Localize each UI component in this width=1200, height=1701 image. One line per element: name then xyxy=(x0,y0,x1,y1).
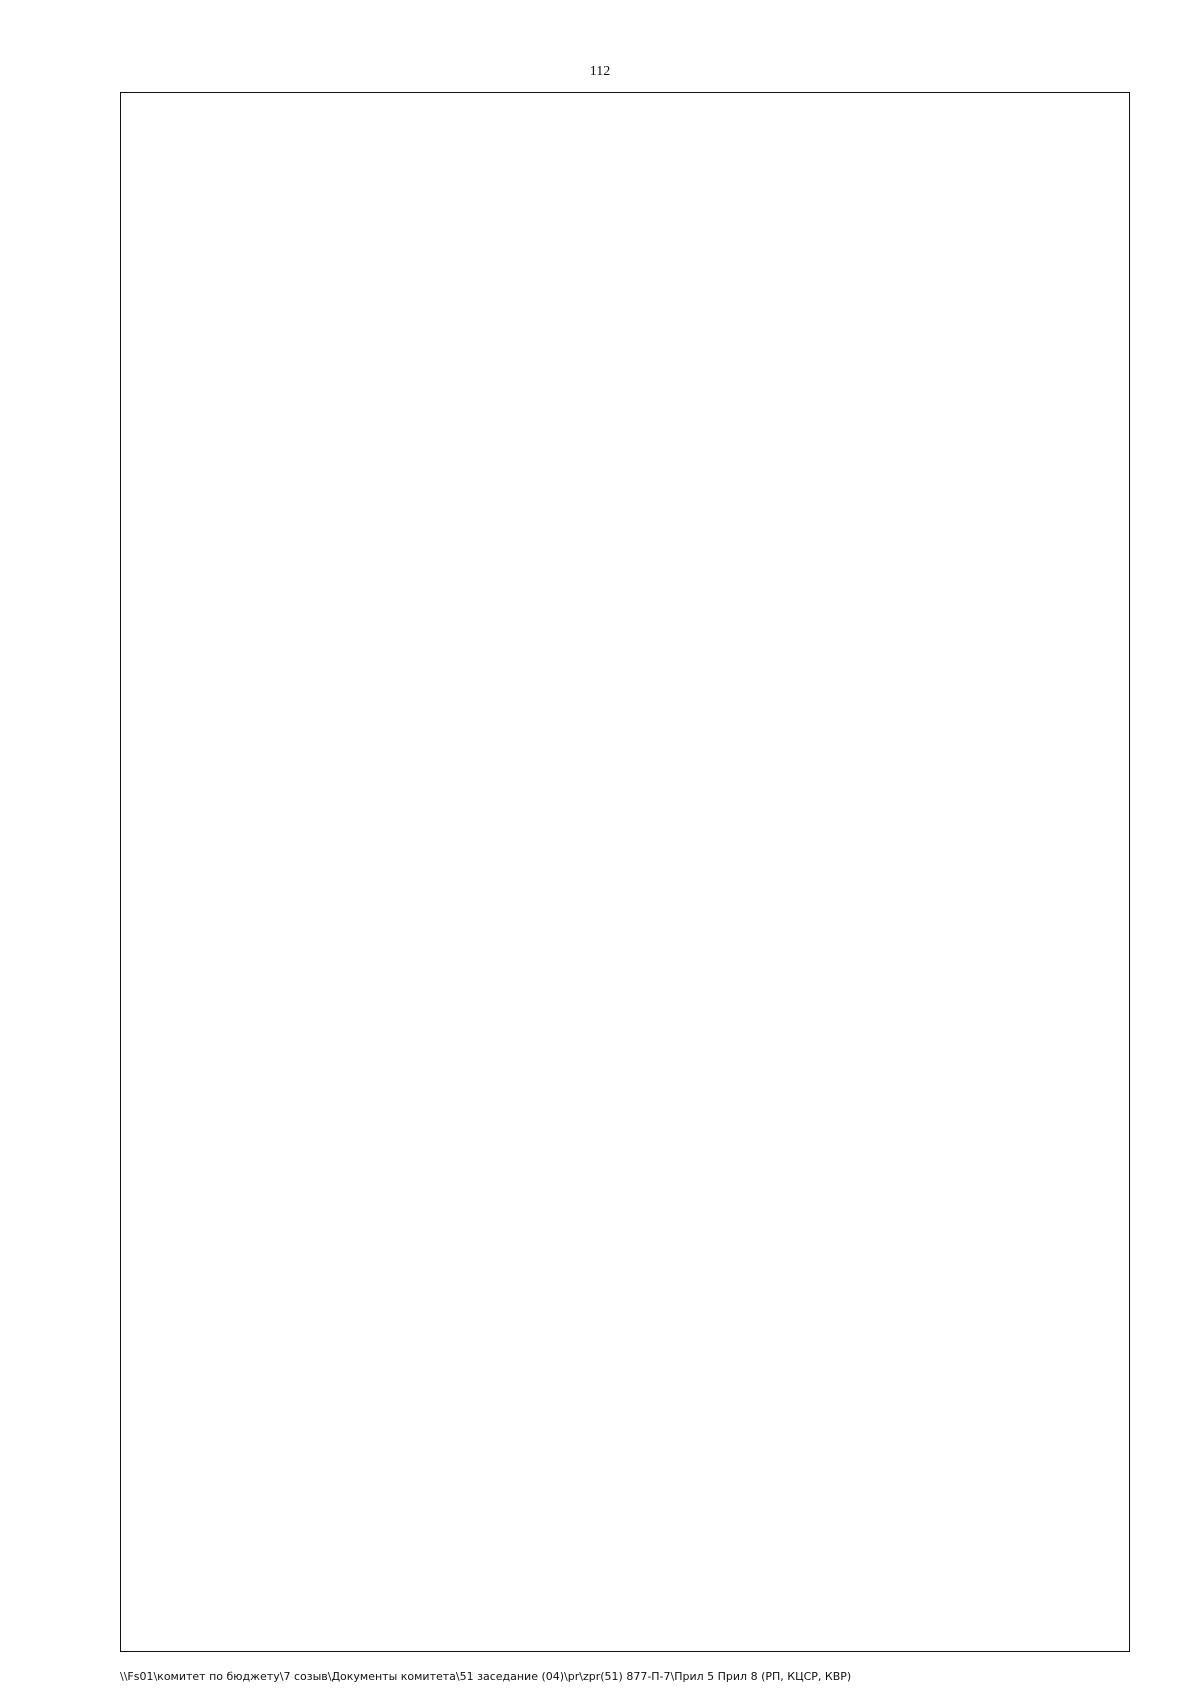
page-frame xyxy=(120,92,1130,1652)
file-path: \\Fs01\комитет по бюджету\7 созыв\Документы комитета\51 заседание (04)\pr\zpr(51) 877-П-7\Прил 5 Прил 8 (РП, КЦСР, КВР) xyxy=(120,1670,852,1683)
page-number: 112 xyxy=(589,64,611,79)
